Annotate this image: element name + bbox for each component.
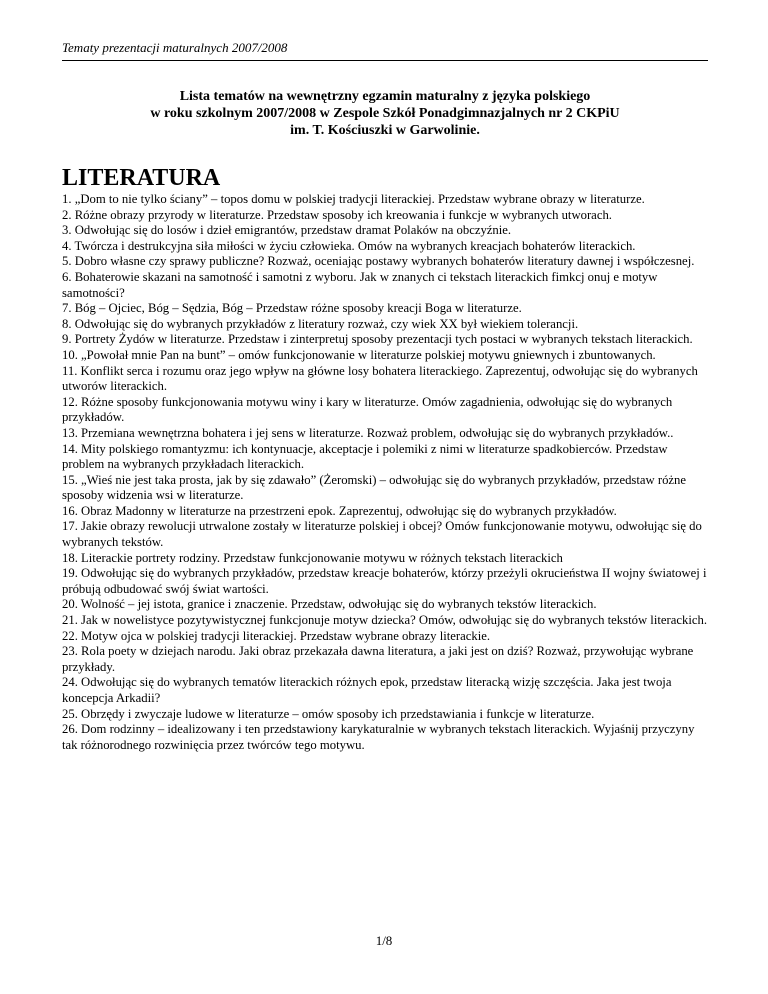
topic-item: 10. „Powołał mnie Pan na bunt” – omów funkcjonowanie w literaturze polskiej motywu gniewnych i zbuntowanych.: [62, 347, 656, 362]
topic-item: 16. Obraz Madonny w literaturze na przestrzeni epok. Zaprezentuj, odwołując się do wybranych przykładów.: [62, 503, 617, 518]
topic-item: 24. Odwołując się do wybranych tematów literackich różnych epok, przedstaw literacką wizję szczęścia. Jaka jest twoja koncepcja Arkadii?: [62, 675, 672, 705]
topic-item: 5. Dobro własne czy sprawy publiczne? Rozważ, oceniając postawy wybranych bohaterów literatury dawnej i współczesnej.: [62, 254, 695, 269]
topic-item: 2. Różne obrazy przyrody w literaturze. Przedstaw sposoby ich kreowania i funkcje w wybranych utworach.: [62, 207, 612, 222]
title-line: Lista tematów na wewnętrzny egzamin maturalny z języka polskiego: [179, 89, 591, 104]
topic-item: 22. Motyw ojca w polskiej tradycji literackiej. Przedstaw wybrane obrazy literackie.: [62, 628, 491, 643]
topic-item: 20. Wolność – jej istota, granice i znaczenie. Przedstaw, odwołując się do wybranych tekstów literackich.: [62, 597, 597, 612]
topic-item: 7. Bóg – Ojciec, Bóg – Sędzia, Bóg – Przedstaw różne sposoby kreacji Boga w literaturze.: [62, 301, 522, 316]
document-title: [62, 88, 708, 139]
topic-item: 6. Bohaterowie skazani na samotność i samotni z wyboru. Jak w znanych ci tekstach literackich fimkcj onuj e motyw samotności?: [62, 269, 658, 300]
topic-item: 25. Obrzędy i zwyczaje ludowe w literaturze – omów sposoby ich przedstawiania i funkcje w literaturze.: [62, 706, 595, 721]
topic-item: 3. Odwołując się do losów i dzieł emigrantów, przedstaw dramat Polaków na obczyźnie.: [62, 223, 512, 238]
topic-list: [62, 192, 710, 753]
topic-item: 21. Jak w nowelistyce pozytywistycznej funkcjonuje motyw dziecka? Omów, odwołując się do wybranych tekstów literackich.: [62, 613, 708, 628]
topic-item: 9. Portrety Żydów w literaturze. Przedstaw i zinterpretuj sposoby prezentacji tych postaci w wybranych tekstach literackich.: [62, 332, 693, 347]
page-number: 1/8: [375, 933, 393, 948]
topic-item: 26. Dom rodzinny – idealizowany i ten przedstawiony karykaturalnie w wybranych tekstach literackich. Wyjaśnij przyczyny tak różnorodnego rozwinięcia przez twórców tego motywu.: [62, 722, 695, 752]
title-line: im. T. Kościuszki w Garwolinie.: [290, 123, 480, 138]
topic-item: 19. Odwołując się do wybranych przykładów, przedstaw kreacje bohaterów, którzy przeżyli okrucieństwa II wojny światowej i próbują odbudować swój świat wartości.: [62, 566, 707, 596]
topic-item: 14. Mity polskiego romantyzmu: ich kontynuacje, akceptacje i polemiki z nimi w literaturze spadkobierców. Przedstaw problem na wybranych przykładach literackich.: [62, 441, 668, 472]
topic-item: 23. Rola poety w dziejach narodu. Jaki obraz przekazała dawna literatura, a jaki jest on dziś? Rozważ, przywołując wybrane przykłady.: [62, 644, 694, 674]
running-header: Tematy prezentacji maturalnych 2007/2008: [62, 40, 288, 55]
topic-item: 15. „Wieś nie jest taka prosta, jak by się zdawało” (Żeromski) – odwołując się do wybranych przykładów, przedstaw różne sposoby widzenia wsi w literaturze.: [62, 472, 687, 503]
topic-item: 17. Jakie obrazy rewolucji utrwalone zostały w literaturze polskiej i obcej? Omów funkcjonowanie motywu, odwołując się do wybranych tekstów.: [62, 519, 702, 550]
topic-item: 13. Przemiana wewnętrzna bohatera i jej sens w literaturze. Rozważ problem, odwołując się do wybranych przykładów..: [62, 425, 674, 440]
topic-item: 4. Twórcza i destrukcyjna siła miłości w życiu człowieka. Omów na wybranych kreacjach bohaterów literackich.: [62, 238, 636, 253]
title-line: w roku szkolnym 2007/2008 w Zespole Szkół Ponadgimnazjalnych nr 2 CKPiU: [150, 106, 620, 121]
topic-item: 8. Odwołując się do wybranych przykładów z literatury rozważ, czy wiek XX był wiekiem tolerancji.: [62, 316, 579, 331]
topic-item: 18. Literackie portrety rodziny. Przedstaw funkcjonowanie motywu w różnych tekstach literackich: [62, 550, 563, 565]
topic-item: 12. Różne sposoby funkcjonowania motywu winy i kary w literaturze. Omów zagadnienia, odwołując się do wybranych przykładów.: [62, 394, 673, 425]
section-heading: LITERATURA: [62, 165, 221, 191]
topic-item: 11. Konflikt serca i rozumu oraz jego wpływ na główne losy bohatera literackiego. Zaprezentuj, odwołując się do wybranych utworów literackich.: [62, 363, 698, 394]
header-rule: [62, 60, 708, 61]
topic-item: 1. „Dom to nie tylko ściany” – topos domu w polskiej tradycji literackiej. Przedstaw wybrane obrazy w literaturze.: [62, 192, 645, 206]
